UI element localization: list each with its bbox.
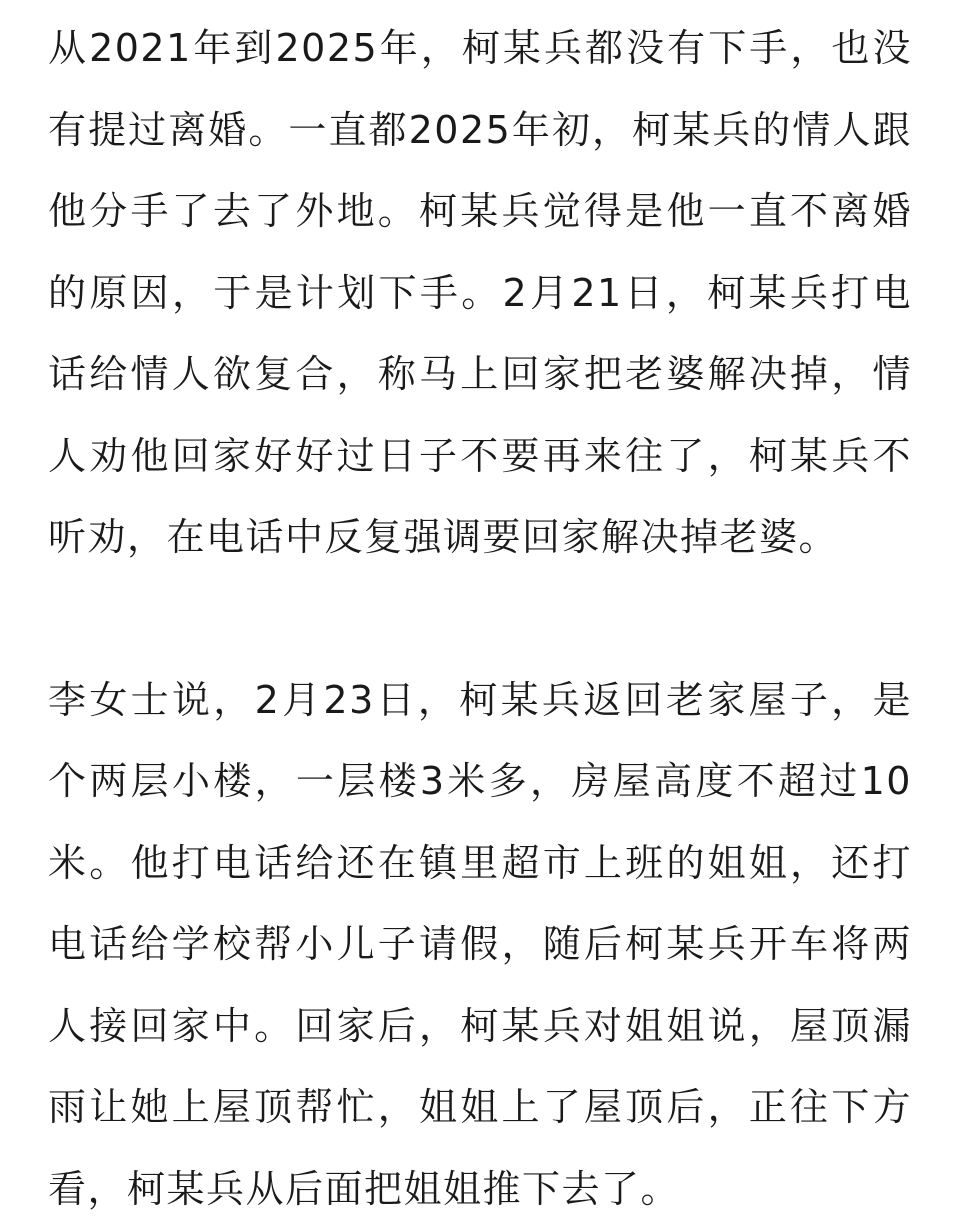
article-paragraph-1: 从2021年到2025年，柯某兵都没有下手，也没有提过离婚。一直都2025年初，柯某兵的情人跟他分手了去了外地。柯某兵觉得是他一直不离婚的原因，于是计划下手。2月21日，柯某兵打电话给情人欲复合，称马上回家把老婆解决掉，情人劝他回家好好过日子不要再来往了，柯某兵不听劝，在电话中反复强调要回家解决掉老婆。 — [48, 8, 912, 579]
paragraph-spacer — [48, 579, 912, 660]
article-paragraph-2: 李女士说，2月23日，柯某兵返回老家屋子，是个两层小楼，一层楼3米多，房屋高度不超过10米。他打电话给还在镇里超市上班的姐姐，还打电话给学校帮小儿子请假，随后柯某兵开车将两人接回家中。回家后，柯某兵对姐姐说，屋顶漏雨让她上屋顶帮忙，姐姐上了屋顶后，正往下方看，柯某兵从后面把姐姐推下去了。 — [48, 660, 912, 1230]
